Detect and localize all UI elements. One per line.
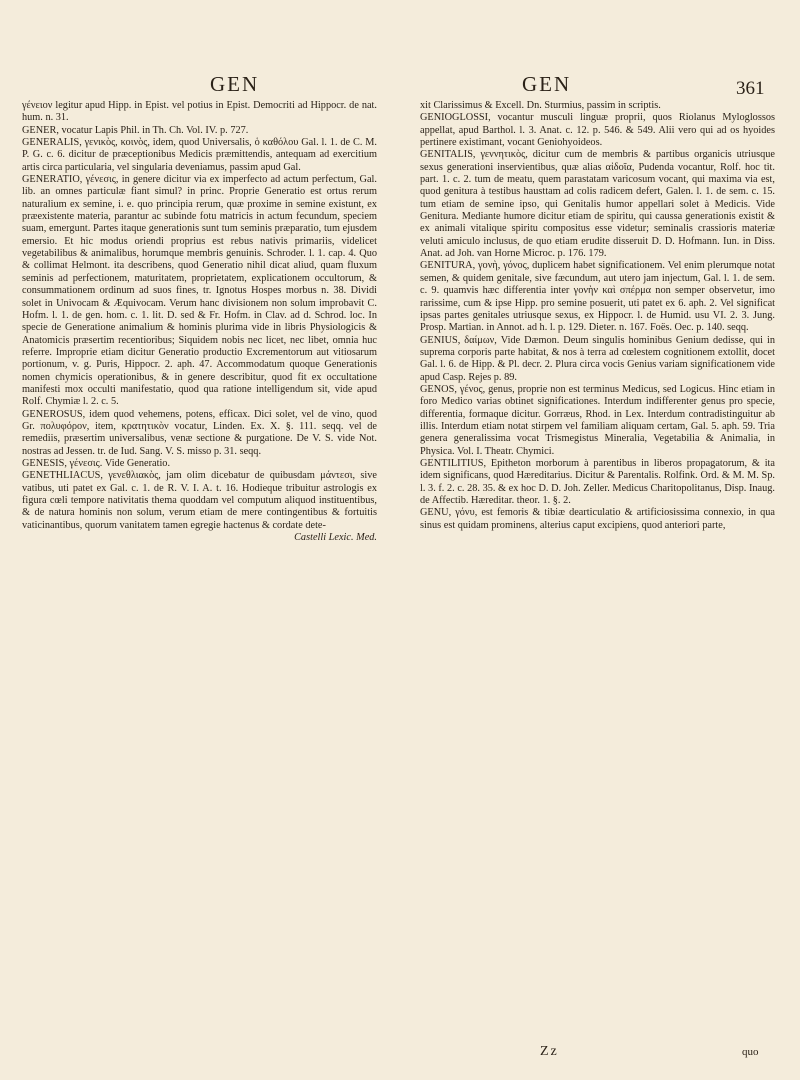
entry-genitalis: GENITALIS, γεννητικὸς, dicitur cum de membris & partibus organicis utriusque sexus generationi inservientibus, quæ alias αἰδοῖα, Pudenda vocantur, Rolf. hoc tit. part. 1. c. 2. tum de meatu, quem parastatam varicosum vocant, qui maxima via est, quod genitura à testibus hausttam ad colis radicem defert, Galen. l. 1. de sem. c. 15. tum etiam de semine ipso, qui Genitalis humor appellari solet à Medicis. Vide Genitura. Mediante humore dicitur etiam de spiritu, qui caussa generationis existit & ex animali vitalique spiritu compositus esse videtur; seminalis crassioris materiæ veluti amiculo inclusus, de quo etiam erudite disseruit D. D. Hofmann. Iun. in Diss. Anat. ad Joh. van Horne Microc. p. 176. 179. bbox=[420, 149, 775, 260]
running-head-center: GEN bbox=[522, 72, 572, 96]
entry-genitura: GENITURA, γονὴ, γόνος, duplicem habet significationem. Vel enim plerumque notat semen, & quidem genitale, sive fæcundum, aut utero jam injectum, Gal. l. 1. de sem. c. 9. quamvis hæc differentia inter γονὴν καὶ σπέρμα non semper observetur, imo rarissime, cum & ipse Hipp. pro semine posuerit, uti patet ex 6. aph. 2. Vel significat ipsas partes genitales utriusque sexus, ex Hippocr. l. de Humid. usu VI. 2. 3. Jung. Prosp. Martian. in Annot. ad h. l. p. 129. Dieter. n. 167. Foës. Oec. p. 140. seqq. bbox=[420, 260, 775, 334]
entry-genesis: GENESIS, γένεσις. Vide Generatio. bbox=[22, 457, 171, 469]
entry-genion-cont: γένειον legitur apud Hipp. in Epist. vel potius in Epist. Democriti ad Hippocr. de nat. hum. n. 31. bbox=[22, 100, 377, 124]
entry-generalis: GENERALIS, γενικὸς, κοινὸς, idem, quod Universalis, ὁ καθόλου Gal. l. 1. de C. M. P. G. c. 6. dicitur de præceptionibus Medicis præmittendis, antequam ad exercitium artis circa particularia, vel singularia deveniamus, passim apud Gal. bbox=[22, 137, 377, 173]
page-number: 361 bbox=[736, 78, 765, 99]
entry-gener: GENER, vocatur Lapis Phil. in Th. Ch. Vol. IV. p. 727. bbox=[22, 124, 249, 136]
entry-generosus: GENEROSUS, idem quod vehemens, potens, efficax. Dici solet, vel de vino, quod Gr. πολυφόρον, item, κρατητικὸν vocatur, Linden. Ex. X. §. 111. seqq. vel de remediis, præsertim universalibus, venæ sectione & purgatione. De V. S. vide Not. nostras ad Jessen. tr. de Iud. Sang. V. S. misso p. 31. seqq. bbox=[22, 408, 377, 457]
running-head-left: GEN bbox=[210, 72, 260, 96]
entry-gentilitius: GENTILITIUS, Epitheton morborum à parentibus in liberos propagatorum, & ita idem significans, quod Hæreditarius. Dicitur & Parentalis. Rolfink. Ord. & M. M. Sp. l. 3. f. 2. c. 28. 35. & ex hoc D. D. Joh. Zeller. Medicus Charitopolitanus, Disp. Inaug. de Affectib. Hæreditar. theor. 1. §. 2. bbox=[420, 457, 775, 506]
entry-genius: GENIUS, δαίμων, Vide Dæmon. Deum singulis hominibus Genium dedisse, qui in suprema corporis parte habitat, & nos à terra ad cœlestem cognitionem extollit, docet Gal. l. 6. de Hipp. & Pl. decr. 2. Plura circa vocis Genius variam significationem vide apud Casp. Rejes p. 89. bbox=[420, 334, 775, 383]
entry-genos: GENOS, γένος, genus, proprie non est terminus Medicus, sed Logicus. Hinc etiam in foro Medico varias obtinet significationes. Interdum indifferenter genus pro specie, differentia, formaque dicitur. Gorræus, Rhod. in Lex. Interdum contradistinguitur ab illis. Interdum etiam notat stirpem vel familiam aliquam certam, Gal. 5. aph. 59. Tria genera generalissima vocat Trismegistus Mineralia, Vegetabilia & Animalia, in Physica. Vol. I. Theatr. Chymici. bbox=[420, 383, 775, 457]
catchword: quo bbox=[742, 1046, 759, 1058]
left-column bbox=[22, 100, 377, 544]
entry-genioglossi: GENIOGLOSSI, vocantur musculi linguæ proprii, quos Riolanus Myloglossos appellat, apud Barthol. l. 3. Anat. c. 12. p. 546. & 549. Alii vero qui ad os hyoides pertinere existimant, vocant Geniohyoideos. bbox=[420, 112, 775, 149]
left-catch-line: Castelli Lexic. Med. bbox=[294, 532, 377, 544]
entry-genethliacus-cont: xit Clarissimus & Excell. Dn. Sturmius, passim in scriptis. bbox=[420, 100, 661, 111]
signature-mark: Zz bbox=[540, 1044, 559, 1059]
entry-genethliacus: GENETHLIACUS, γενεθλιακὸς, jam olim dicebatur de quibusdam μάντεσι, sive vatibus, uti patet ex Gal. c. 1. de R. V. I. A. t. 16. Hodieque tribuitur astrologis ex figura cœli tempore nativitatis thema quoddam vel computum aliquod instituentibus, & de natura hominis non solum, verum etiam de mere contingentibus & fortuitis vaticinantibus, quorum vanitatem tamen egregie hactenus & cordate dete- bbox=[22, 470, 377, 531]
entry-genu: GENU, γόνυ, est femoris & tibiæ dearticulatio & artificiosissima connexio, in qua sinus est quidam prominens, alterius caput excipiens, quod anteriori parte, bbox=[420, 507, 775, 531]
entry-generatio: GENERATIO, γένεσις, in genere dicitur via ex imperfecto ad actum perfectum, Gal. lib. an omnes particulæ fiant simul? in princ. Proprie Generatio est ortus rerum naturalium ex semine, i. e. quo principia rerum, quæ proxime in semine existunt, ex præexistente materia, parantur ac subinde fotu matricis in actum fecundum, speciem suam, emergunt. Partes itaque generationis sunt tum seminis præparatio, tum ejusdem emersio. Et hic modus oriendi proprius est rebus nativis primariis, videlicet vegetabilibus & animalibus, horumque membris genuinis. Schroder. l. 1. cap. 4. Quo & collimat Helmont. ita describens, quod Generatio nihil dicat aliud, quam fluxum seminis ad perfectionem, maturitatem, proprietatem, explicationem occultorum, & consummationem ordinum ad suos fines, tr. Ignotus Hospes morbus n. 38. Dividi solet in Univocam & Æquivocam. Verum hanc divisionem non solum improbavit C. Hofm. l. 1. de gen. hom. c. 1. lit. D. sed & Fr. Hofm. in Clav. ad d. Schrod. loc. In specie de Generatione animalium & hominis plurima vide in libris Physiologicis & Anatomicis præsertim recentioribus; Siquidem nobis nec licet, nec libet, omnia huc referre. Improprie etiam dicitur Generatio productio Excrementorum aut vitiosarum portionum, v. g. Puris, Hippocr. 2. aph. 47. Accommodatum quoque Generationis nomen chymicis operationibus, & in genere describitur, quod fit ex occultatione manifesti mox occulti manifestatio, quod qua ratione intelligendum sit, vide apud Rolf. Chymiæ l. 2. c. 5. bbox=[22, 174, 377, 408]
right-column bbox=[420, 100, 775, 532]
